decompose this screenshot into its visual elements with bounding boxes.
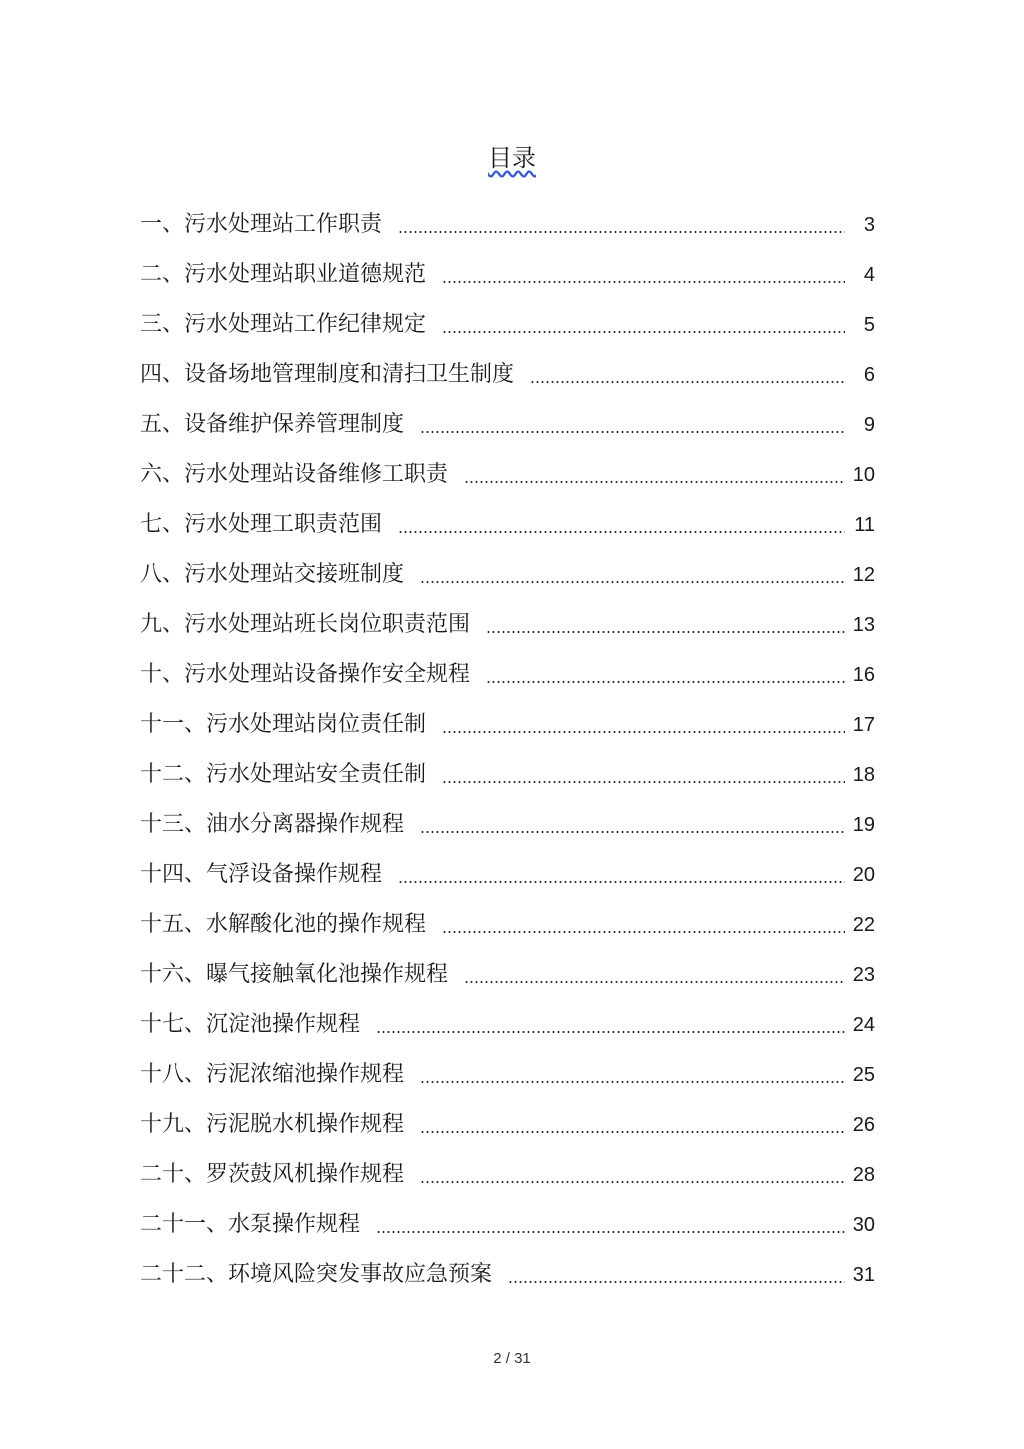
toc-entry[interactable]: [140, 992, 875, 1042]
toc-entry-label[interactable]: 六、污水处理站设备维修工职责: [140, 462, 449, 487]
toc-entry[interactable]: [140, 842, 875, 892]
toc-entry[interactable]: [140, 642, 875, 692]
toc-entry[interactable]: [140, 192, 875, 242]
toc-dot-leader: [442, 774, 845, 784]
toc-entry[interactable]: [140, 292, 875, 342]
toc-entry-page-number[interactable]: 24: [852, 1014, 875, 1036]
toc-entry-page-number[interactable]: 18: [852, 764, 875, 786]
toc-entry[interactable]: [140, 1242, 875, 1292]
toc-dot-leader: [398, 874, 845, 884]
toc-entry-label[interactable]: 五、设备维护保养管理制度: [140, 412, 405, 437]
toc-dot-leader: [508, 1274, 845, 1284]
toc-entry-label[interactable]: 十七、沉淀池操作规程: [140, 1012, 361, 1037]
toc-entry[interactable]: [140, 1042, 875, 1092]
toc-dot-leader: [442, 324, 845, 334]
toc-dot-leader: [420, 1174, 845, 1184]
toc-entry-page-number[interactable]: 9: [863, 414, 875, 436]
toc-entry-label[interactable]: 十六、曝气接触氧化池操作规程: [140, 962, 449, 987]
toc-entry-page-number[interactable]: 31: [852, 1264, 875, 1286]
toc-entry-label[interactable]: 二十二、环境风险突发事故应急预案: [140, 1262, 493, 1287]
toc-entry-page-number[interactable]: 26: [852, 1114, 875, 1136]
toc-entry[interactable]: [140, 442, 875, 492]
toc-entry[interactable]: [140, 1142, 875, 1192]
toc-dot-leader: [486, 624, 845, 634]
toc-dot-leader: [398, 224, 845, 234]
toc-entry[interactable]: [140, 692, 875, 742]
toc-dot-leader: [486, 674, 845, 684]
toc-entry-label[interactable]: 九、污水处理站班长岗位职责范围: [140, 612, 471, 637]
toc-dot-leader: [398, 524, 845, 534]
toc-entry-label[interactable]: 二、污水处理站职业道德规范: [140, 262, 427, 287]
toc-entry-page-number[interactable]: 5: [863, 314, 875, 336]
toc-entry-label[interactable]: 十九、污泥脱水机操作规程: [140, 1112, 405, 1137]
toc-entry-label[interactable]: 七、污水处理工职责范围: [140, 512, 383, 537]
toc-dot-leader: [420, 424, 845, 434]
toc-entry[interactable]: [140, 542, 875, 592]
toc-entry-label[interactable]: 十二、污水处理站安全责任制: [140, 762, 427, 787]
toc-dot-leader: [442, 274, 845, 284]
toc-entry-page-number[interactable]: 12: [852, 564, 875, 586]
toc-dot-leader: [376, 1224, 845, 1234]
toc-entry[interactable]: [140, 792, 875, 842]
toc-entry[interactable]: [140, 342, 875, 392]
toc-dot-leader: [376, 1024, 845, 1034]
toc-dot-leader: [420, 574, 845, 584]
toc-entry-label[interactable]: 二十一、水泵操作规程: [140, 1212, 361, 1237]
toc-entry-label[interactable]: 十、污水处理站设备操作安全规程: [140, 662, 471, 687]
toc-entry-page-number[interactable]: 3: [863, 214, 875, 236]
toc-entry-page-number[interactable]: 13: [852, 614, 875, 636]
toc-entry[interactable]: [140, 392, 875, 442]
toc-entry-label[interactable]: 三、污水处理站工作纪律规定: [140, 312, 427, 337]
toc-entry-label[interactable]: 十四、气浮设备操作规程: [140, 862, 383, 887]
toc-title: [0, 143, 1024, 173]
toc-entry-label[interactable]: 十三、油水分离器操作规程: [140, 812, 405, 837]
toc-entry-label[interactable]: 一、污水处理站工作职责: [140, 212, 383, 237]
toc-entry-label[interactable]: 四、设备场地管理制度和清扫卫生制度: [140, 362, 515, 387]
toc-entry[interactable]: [140, 892, 875, 942]
toc-entry-page-number[interactable]: 23: [852, 964, 875, 986]
toc-entry[interactable]: [140, 1092, 875, 1142]
toc-dot-leader: [442, 924, 845, 934]
toc-entry-label[interactable]: 十五、水解酸化池的操作规程: [140, 912, 427, 937]
toc-dot-leader: [420, 1074, 845, 1084]
toc-entry-page-number[interactable]: 19: [852, 814, 875, 836]
toc-entry-label[interactable]: 十一、污水处理站岗位责任制: [140, 712, 427, 737]
toc-dot-leader: [420, 1124, 845, 1134]
toc-dot-leader: [420, 824, 845, 834]
toc-entry-page-number[interactable]: 30: [852, 1214, 875, 1236]
toc-entry-page-number[interactable]: 11: [854, 514, 875, 536]
toc-entry-page-number[interactable]: 17: [852, 714, 875, 736]
toc-entry-page-number[interactable]: 20: [852, 864, 875, 886]
toc-dot-leader: [464, 474, 845, 484]
toc-entry-page-number[interactable]: 22: [852, 914, 875, 936]
toc-entry-page-number[interactable]: 4: [863, 264, 875, 286]
toc-entry-page-number[interactable]: 25: [852, 1064, 875, 1086]
toc-dot-leader: [530, 374, 845, 384]
toc-entry-page-number[interactable]: 10: [852, 464, 875, 486]
toc-entry[interactable]: [140, 592, 875, 642]
toc-entry-page-number[interactable]: 6: [863, 364, 875, 386]
toc-entry[interactable]: [140, 242, 875, 292]
toc-title-text: 目录: [488, 144, 536, 172]
toc-entry-label[interactable]: 二十、罗茨鼓风机操作规程: [140, 1162, 405, 1187]
toc-entry-page-number[interactable]: 28: [852, 1164, 875, 1186]
toc-entry[interactable]: [140, 742, 875, 792]
toc-entry[interactable]: [140, 942, 875, 992]
toc-entry-label[interactable]: 十八、污泥浓缩池操作规程: [140, 1062, 405, 1087]
toc-entry-page-number[interactable]: 16: [852, 664, 875, 686]
toc-dot-leader: [442, 724, 845, 734]
toc-dot-leader: [464, 974, 845, 984]
toc-entry-label[interactable]: 八、污水处理站交接班制度: [140, 562, 405, 587]
page-indicator: 2 / 31: [493, 1350, 531, 1367]
toc-list: [140, 192, 875, 1292]
toc-entry[interactable]: [140, 1192, 875, 1242]
toc-entry[interactable]: [140, 492, 875, 542]
